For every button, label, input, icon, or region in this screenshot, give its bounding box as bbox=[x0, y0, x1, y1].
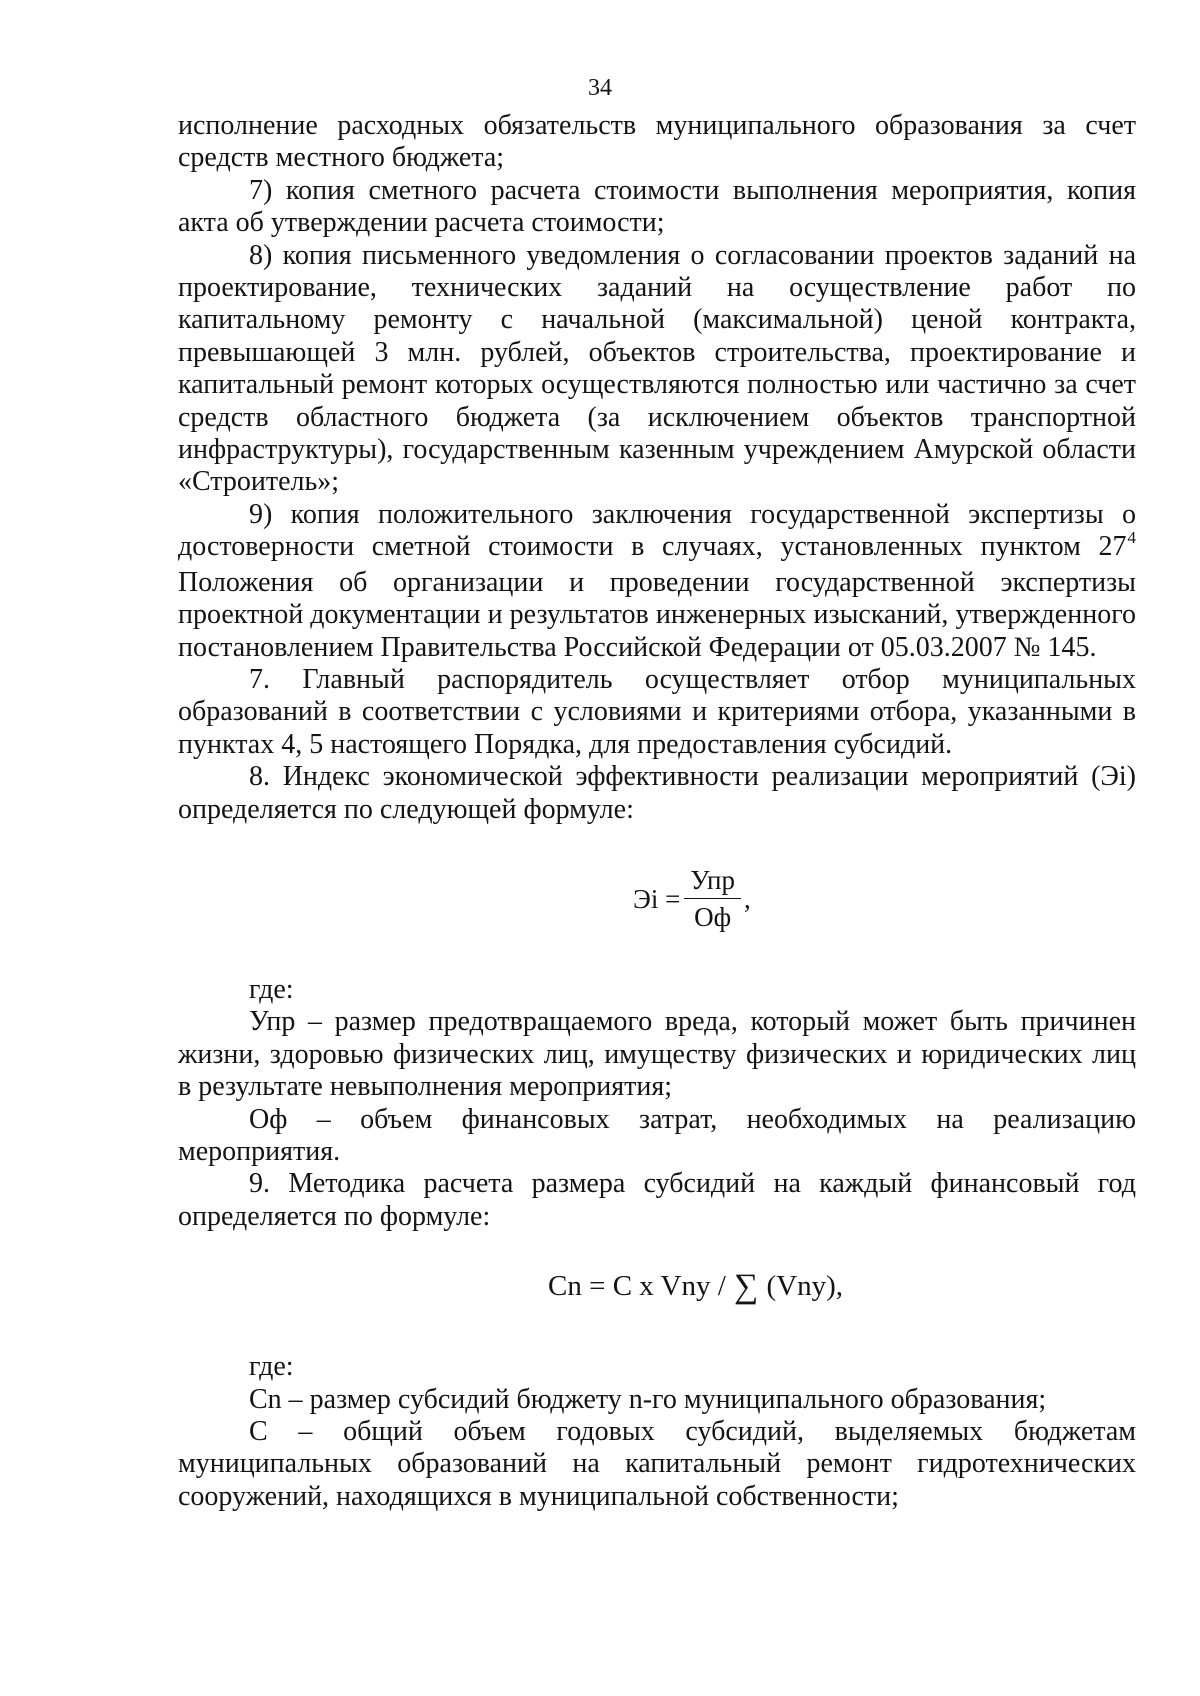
definition-of: Оф – объем финансовых затрат, необходимых на реализацию мероприятия. bbox=[178, 1103, 1136, 1167]
formula-denominator: Оф bbox=[694, 902, 732, 933]
definition-upr: Упр – размер предотвращаемого вреда, который может быть причинен жизни, здоровью физических лиц, имуществу физических и юридических лиц в результате невыполнения мероприятия; bbox=[178, 1006, 1136, 1103]
formula-numerator: Упр bbox=[690, 865, 736, 896]
definition-cn: Cn – размер субсидий бюджету n-го муниципального образования; bbox=[249, 1383, 1047, 1415]
document-body bbox=[178, 110, 1136, 1513]
list-item-9 bbox=[178, 499, 1136, 664]
clause-7: 7. Главный распорядитель осуществляет отбор муниципальных образований в соответствии с условиями и критериями отбора, указанными в пунктах 4, 5 настоящего Порядка, для предоставления субсидий. bbox=[178, 663, 1136, 760]
list-item-8: 8) копия письменного уведомления о согласовании проектов заданий на проектирование, технических заданий на осуществление работ по капитальному ремонту с начальной (максимальной) ценой контракта, превышающей 3 млн. рублей, объектов строительства, проектирование и капитальный ремонт которых осуществляются полностью или частично за счет средств областного бюджета (за исключением объектов транспортной инфраструктуры), государственным казенным учреждением Амурской области «Строитель»; bbox=[178, 239, 1136, 498]
subsidy-formula-left: Cn = C x Vny / bbox=[548, 1270, 726, 1303]
list-item-7: 7) копия сметного расчета стоимости выполнения мероприятия, копия акта об утверждении расчета стоимости; bbox=[178, 174, 1136, 239]
where-label-1: где: bbox=[249, 973, 294, 1005]
definition-c: C – общий объем годовых субсидий, выделяемых бюджетам муниципальных образований на капитальный ремонт гидротехнических сооружений, находящихся в муниципальной собственности; bbox=[178, 1416, 1136, 1512]
formula-trailing-comma: , bbox=[744, 883, 751, 914]
formula-lhs: Эi = bbox=[633, 883, 681, 914]
list-item-9-superscript: 4 bbox=[1127, 528, 1136, 548]
efficiency-index-formula bbox=[178, 826, 1136, 974]
list-item-9-text-end: Положения об организации и проведении государственной экспертизы проектной документации и результатов инженерных изысканий, утвержденного постановлением Правительства Российской Федерации от 05.03.2007 № 145. bbox=[178, 566, 1136, 663]
list-item-9-text-start: 9) копия положительного заключения государственной экспертизы о достоверности сметной стоимости в случаях, установленных пунктом 27 bbox=[178, 498, 1136, 563]
sum-symbol: ∑ bbox=[734, 1268, 759, 1306]
page-number: 34 bbox=[588, 75, 612, 101]
formula-fraction bbox=[684, 866, 741, 931]
subsidy-formula bbox=[178, 1233, 1136, 1351]
paragraph-continuation: исполнение расходных обязательств муниципального образования за счет средств местного бюджета; bbox=[178, 110, 1136, 174]
subsidy-formula-right: (Vny), bbox=[766, 1270, 844, 1303]
where-label-2: где: bbox=[249, 1351, 294, 1383]
clause-8: 8. Индекс экономической эффективности реализации мероприятий (Эi) определяется по следующей формуле: bbox=[178, 761, 1136, 825]
clause-9: 9. Методика расчета размера субсидий на каждый финансовый год определяется по формуле: bbox=[178, 1168, 1136, 1232]
